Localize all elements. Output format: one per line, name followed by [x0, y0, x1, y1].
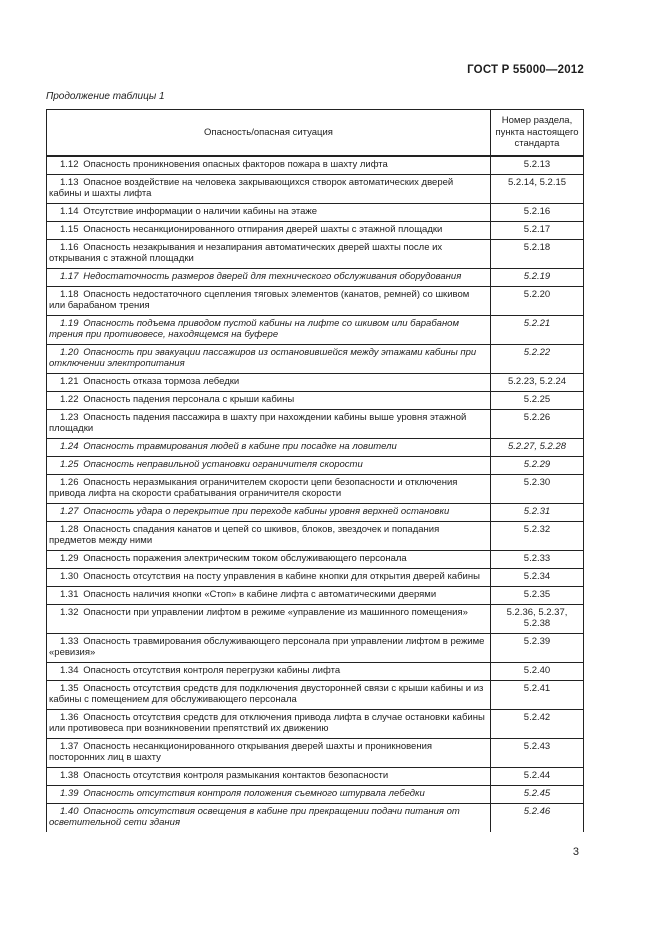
hazard-cell: 1.32 Опасности при управлении лифтом в режиме «управление из машинного помещения» [47, 604, 491, 633]
ref-cell: 5.2.31 [491, 503, 584, 521]
ref-cell: 5.2.17 [491, 221, 584, 239]
ref-cell: 5.2.21 [491, 315, 584, 344]
header-row [47, 110, 584, 156]
ref-cell: 5.2.45 [491, 785, 584, 803]
hazard-cell: 1.38 Опасность отсутствия контроля размыкания контактов безопасности [47, 767, 491, 785]
hazard-cell: 1.31 Опасность наличия кнопки «Стоп» в кабине лифта с автоматическими дверями [47, 586, 491, 604]
doc-code: ГОСТ Р 55000—2012 [467, 64, 584, 76]
column-header-ref: Номер раздела, пункта настоящего стандарта [491, 110, 584, 156]
table-row [47, 221, 584, 239]
table-row [47, 391, 584, 409]
ref-cell: 5.2.27, 5.2.28 [491, 438, 584, 456]
table-row [47, 456, 584, 474]
table-row [47, 438, 584, 456]
table-row [47, 785, 584, 803]
ref-cell: 5.2.14, 5.2.15 [491, 174, 584, 203]
ref-cell: 5.2.19 [491, 268, 584, 286]
hazard-cell: 1.28 Опасность спадания канатов и цепей со шкивов, блоков, звездочек и попадания предметов между ними [47, 521, 491, 550]
table-row [47, 373, 584, 391]
hazard-cell: 1.33 Опасность травмирования обслуживающего персонала при управлении лифтом в режиме «ревизия» [47, 633, 491, 662]
table-row [47, 662, 584, 680]
table-row [47, 803, 584, 832]
ref-cell: 5.2.30 [491, 474, 584, 503]
hazard-cell: 1.34 Опасность отсутствия контроля перегрузки кабины лифта [47, 662, 491, 680]
hazard-cell: 1.21 Опасность отказа тормоза лебедки [47, 373, 491, 391]
hazard-cell: 1.23 Опасность падения пассажира в шахту при нахождении кабины выше уровня этажной площадки [47, 409, 491, 438]
table-row [47, 315, 584, 344]
hazard-cell: 1.14 Отсутствие информации о наличии кабины на этаже [47, 203, 491, 221]
table-row [47, 680, 584, 709]
ref-cell: 5.2.34 [491, 568, 584, 586]
table-row [47, 586, 584, 604]
hazard-cell: 1.15 Опасность несанкционированного отпирания дверей шахты с этажной площадки [47, 221, 491, 239]
ref-cell: 5.2.40 [491, 662, 584, 680]
table-row [47, 709, 584, 738]
table-row [47, 239, 584, 268]
ref-cell: 5.2.36, 5.2.37, 5.2.38 [491, 604, 584, 633]
table-row [47, 203, 584, 221]
hazard-cell: 1.35 Опасность отсутствия средств для подключения двусторонней связи с крыши кабины и из кабины с помещением для обслуживающего персонала [47, 680, 491, 709]
table-body [47, 156, 584, 832]
ref-cell: 5.2.42 [491, 709, 584, 738]
ref-cell: 5.2.29 [491, 456, 584, 474]
hazard-cell: 1.24 Опасность травмирования людей в кабине при посадке на ловители [47, 438, 491, 456]
hazard-cell: 1.25 Опасность неправильной установки ограничителя скорости [47, 456, 491, 474]
hazard-cell: 1.30 Опасность отсутствия на посту управления в кабине кнопки для открытия дверей кабины [47, 568, 491, 586]
table-header [47, 110, 584, 156]
table-row [47, 474, 584, 503]
ref-cell: 5.2.26 [491, 409, 584, 438]
hazard-cell: 1.37 Опасность несанкционированного открывания дверей шахты и проникновения посторонних лиц в шахту [47, 738, 491, 767]
ref-cell: 5.2.33 [491, 550, 584, 568]
ref-cell: 5.2.32 [491, 521, 584, 550]
table-row [47, 568, 584, 586]
page-content [46, 91, 583, 858]
table-row [47, 344, 584, 373]
ref-cell: 5.2.41 [491, 680, 584, 709]
ref-cell: 5.2.13 [491, 156, 584, 175]
ref-cell: 5.2.18 [491, 239, 584, 268]
ref-cell: 5.2.35 [491, 586, 584, 604]
table-row [47, 550, 584, 568]
hazard-cell: 1.13 Опасное воздействие на человека закрывающихся створок автоматических дверей кабины и шахты лифта [47, 174, 491, 203]
ref-cell: 5.2.46 [491, 803, 584, 832]
ref-cell: 5.2.23, 5.2.24 [491, 373, 584, 391]
table-row [47, 767, 584, 785]
ref-cell: 5.2.16 [491, 203, 584, 221]
hazard-cell: 1.12 Опасность проникновения опасных факторов пожара в шахту лифта [47, 156, 491, 175]
table-row [47, 503, 584, 521]
table-row [47, 409, 584, 438]
ref-cell: 5.2.25 [491, 391, 584, 409]
table-row [47, 268, 584, 286]
ref-cell: 5.2.20 [491, 286, 584, 315]
table-row [47, 521, 584, 550]
hazard-cell: 1.20 Опасность при эвакуации пассажиров из остановившейся между этажами кабины при отключении электропитания [47, 344, 491, 373]
table-row [47, 633, 584, 662]
column-header-hazard: Опасность/опасная ситуация [47, 110, 491, 156]
ref-cell: 5.2.39 [491, 633, 584, 662]
hazard-cell: 1.22 Опасность падения персонала с крыши кабины [47, 391, 491, 409]
table-row [47, 604, 584, 633]
hazard-cell: 1.19 Опасность подъема приводом пустой кабины на лифте со шкивом или барабаном трения при противовесе, находящемся на буфере [47, 315, 491, 344]
table-caption: Продолжение таблицы 1 [46, 91, 165, 102]
table-row [47, 286, 584, 315]
hazards-table [46, 109, 584, 832]
table-row [47, 174, 584, 203]
hazard-cell: 1.17 Недостаточность размеров дверей для технического обслуживания оборудования [47, 268, 491, 286]
ref-cell: 5.2.22 [491, 344, 584, 373]
table-row [47, 156, 584, 175]
page-number: 3 [572, 845, 579, 858]
hazard-cell: 1.26 Опасность неразмыкания ограничителем скорости цепи безопасности и отключения привода лифта на скорости срабатывания ограничителя скорости [47, 474, 491, 503]
hazard-cell: 1.16 Опасность незакрывания и незапирания автоматических дверей шахты после их открывания с этажной площадки [47, 239, 491, 268]
hazard-cell: 1.27 Опасность удара о перекрытие при переходе кабины уровня верхней остановки [47, 503, 491, 521]
table-row [47, 738, 584, 767]
ref-cell: 5.2.43 [491, 738, 584, 767]
hazard-cell: 1.40 Опасность отсутствия освещения в кабине при прекращении подачи питания от осветительной сети здания [47, 803, 491, 832]
hazard-cell: 1.39 Опасность отсутствия контроля положения съемного штурвала лебедки [47, 785, 491, 803]
hazard-cell: 1.18 Опасность недостаточного сцепления тяговых элементов (канатов, ремней) со шкивом или барабаном трения [47, 286, 491, 315]
ref-cell: 5.2.44 [491, 767, 584, 785]
hazard-cell: 1.29 Опасность поражения электрическим током обслуживающего персонала [47, 550, 491, 568]
hazard-cell: 1.36 Опасность отсутствия средств для отключения привода лифта в случае остановки кабины или противовеса при возникновении препятствий их движению [47, 709, 491, 738]
